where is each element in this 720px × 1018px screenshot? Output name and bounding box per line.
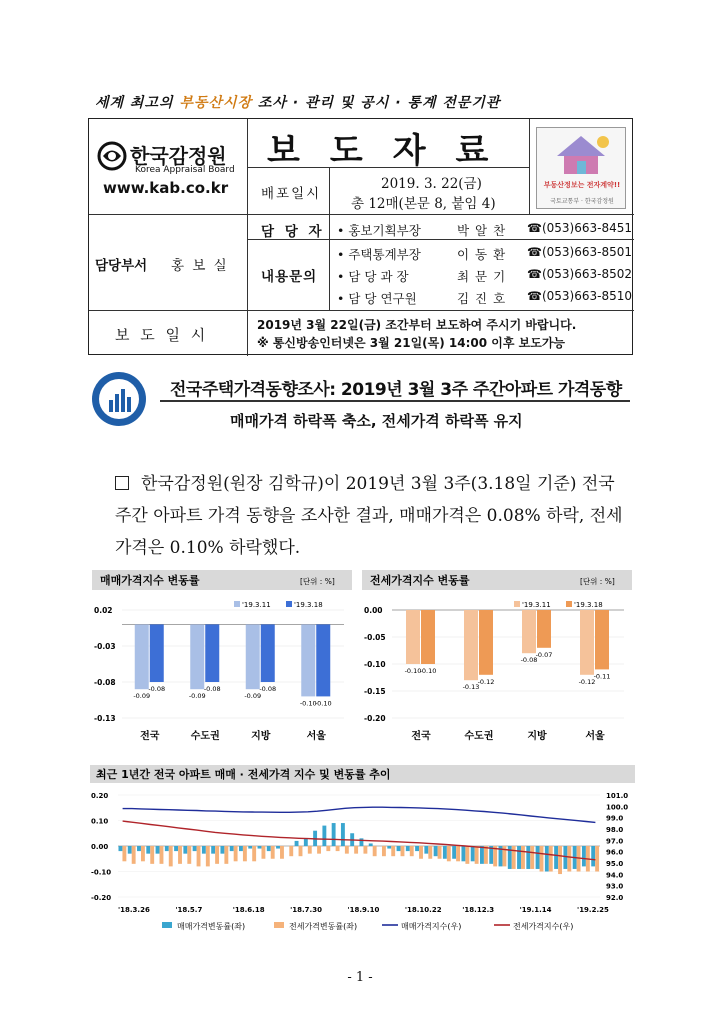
title-divider — [160, 400, 630, 402]
contact-label: 담 당 자 — [261, 224, 325, 240]
doc-type-title: 보도자료 — [267, 131, 519, 171]
y-right-tick-label: 100.0 — [606, 803, 629, 812]
sale-change-bar — [211, 846, 215, 854]
jeonse-change-bar — [215, 846, 219, 864]
jeonse-change-bar — [484, 846, 488, 864]
jeonse-change-bar — [363, 846, 367, 854]
bar — [406, 610, 420, 664]
y-right-tick-label: 93.0 — [606, 882, 624, 891]
contact-phone[interactable]: ☎(053)663-8502 — [527, 267, 632, 281]
bar — [316, 624, 330, 696]
bar-value-label: -0.08 — [259, 685, 277, 693]
bar — [479, 610, 493, 675]
jeonse-change-bar — [326, 846, 330, 851]
sale-change-bar — [156, 846, 160, 854]
jeonse-change-bar — [187, 846, 191, 864]
contact-phone[interactable]: ☎(053)663-8451 — [527, 221, 632, 235]
bar — [135, 624, 149, 689]
sale-change-bar — [582, 846, 586, 866]
tagline: 세계 최고의 부동산시장 조사 · 관리 및 공시 · 통계 전문기관 — [95, 95, 501, 111]
bar — [301, 624, 315, 696]
jeonse-change-bar — [512, 846, 516, 869]
jeonse-change-bar — [169, 846, 173, 866]
sale-change-bar — [545, 846, 549, 872]
jeonse-change-bar — [465, 846, 469, 864]
y-tick-label: 0.02 — [94, 606, 113, 615]
bar — [580, 610, 594, 675]
badge-text: 부동산정보는 전자계약!! — [543, 181, 621, 189]
x-tick-label: '18.6.18 — [232, 906, 265, 914]
jeonse-change-bar — [595, 846, 599, 872]
bar-value-label: -0.13 — [462, 683, 480, 692]
bar — [595, 610, 609, 669]
bar-value-label: -0.10 — [419, 667, 437, 675]
y-right-tick-label: 101.0 — [606, 792, 629, 800]
jeonse-change-bar — [354, 846, 358, 854]
jeonse-change-bar — [206, 846, 210, 866]
bar — [421, 610, 435, 664]
sale-change-bar — [119, 846, 123, 851]
sale-change-bar — [369, 843, 373, 846]
jeonse-change-bar — [299, 846, 303, 856]
contact-name: 박 알 찬 — [457, 223, 507, 238]
sale-change-bar — [146, 846, 150, 854]
sale-change-chart — [92, 570, 352, 745]
jeonse-change-bar — [447, 846, 451, 861]
sale-change-bar — [295, 841, 299, 846]
sale-change-bar — [387, 846, 391, 849]
y-right-tick-label: 99.0 — [606, 814, 624, 823]
inquiry-label: 내용문의 — [261, 269, 318, 285]
x-tick-label: '18.5.7 — [175, 906, 203, 914]
sale-change-bar — [397, 846, 401, 851]
page-title: 전국주택가격동향조사: 2019년 3월 3주 주간아파트 가격동향 — [170, 380, 622, 400]
jeonse-change-bar — [160, 846, 164, 864]
sale-change-bar — [517, 846, 521, 869]
jeonse-change-bar — [391, 846, 395, 856]
legend-label: 매매가격지수(우) — [401, 922, 462, 931]
sale-index-line — [123, 807, 596, 822]
bar — [246, 624, 260, 689]
jeonse-change-bar — [549, 846, 553, 872]
contact-role: • 주택통계부장 — [337, 247, 421, 262]
contact-role: • 담 당 과 장 — [337, 269, 409, 284]
y-right-tick-label: 95.0 — [606, 860, 624, 868]
contact-role: • 담 당 연구원 — [337, 291, 417, 306]
y-tick-label: -0.20 — [364, 714, 386, 723]
y-left-tick-label: -0.10 — [91, 868, 112, 877]
org-sub: Korea Appraisal Board — [135, 165, 235, 175]
jeonse-change-bar — [410, 846, 414, 856]
sale-change-bar — [258, 846, 262, 849]
legend-swatch — [286, 601, 292, 607]
contact-name: 최 문 기 — [457, 269, 507, 284]
jeonse-change-bar — [308, 846, 312, 854]
y-tick-label: -0.15 — [364, 687, 386, 696]
kab-emblem-icon — [97, 141, 127, 171]
jeonse-change-bar — [234, 846, 238, 861]
y-left-tick-label: 0.20 — [91, 792, 109, 800]
sale-change-bar — [304, 838, 308, 846]
jeonse-change-bar — [382, 846, 386, 856]
y-tick-label: -0.03 — [94, 642, 116, 651]
jeonse-change-bar — [289, 846, 293, 856]
sale-change-bar — [239, 846, 243, 851]
sale-change-bar — [332, 823, 336, 846]
y-tick-label: -0.08 — [94, 678, 116, 687]
sale-change-bar — [424, 846, 428, 854]
legend-label: 매매가격변동률(좌) — [177, 922, 246, 931]
sale-change-bar — [276, 846, 280, 849]
legend-label: '19.3.11 — [242, 601, 271, 609]
category-label: 수도권 — [464, 731, 494, 742]
sale-change-bar — [341, 823, 345, 846]
chart-title: 최근 1년간 전국 아파트 매매 · 전세가격 지수 및 변동률 추이 — [96, 768, 391, 781]
contact-role: • 홍보기획부장 — [337, 223, 421, 238]
jeonse-change-bar — [456, 846, 460, 861]
legend-label: '19.3.11 — [522, 601, 551, 609]
badge-foot: 국토교통부 · 한국감정원 — [550, 198, 614, 205]
jeonse-change-bar — [132, 846, 136, 864]
embargo-line2: ※ 통신방송인터넷은 3월 21일(목) 14:00 이후 보도가능 — [257, 336, 566, 350]
release-date: 2019. 3. 22(금) — [381, 176, 482, 192]
trend-chart — [90, 765, 635, 937]
y-tick-label: -0.05 — [364, 633, 386, 642]
legend-swatch — [514, 601, 520, 607]
category-label: 전국 — [140, 731, 160, 742]
sale-change-bar — [461, 846, 465, 861]
sale-change-bar — [202, 846, 206, 854]
x-tick-label: '19.2.25 — [577, 906, 609, 914]
contact-phone[interactable]: ☎(053)663-8501 — [527, 245, 632, 259]
x-tick-label: '19.1.14 — [519, 906, 552, 914]
legend-swatch — [234, 601, 240, 607]
contact-name: 이 동 환 — [457, 247, 507, 262]
sale-change-bar — [443, 846, 447, 859]
jeonse-change-bar — [141, 846, 145, 861]
sale-change-bar — [267, 846, 271, 851]
y-tick-label: -0.10 — [364, 660, 386, 669]
chart-title: 매매가격지수 변동률 — [100, 574, 200, 587]
x-tick-label: '18.3.26 — [118, 906, 150, 914]
bar-value-label: -0.07 — [535, 650, 553, 659]
jeonse-change-bar — [401, 846, 405, 856]
sale-change-bar — [230, 846, 234, 851]
bar — [537, 610, 551, 648]
category-label: 지방 — [251, 731, 271, 742]
y-tick-label: -0.13 — [94, 714, 116, 723]
sale-change-bar — [526, 846, 530, 869]
bar-value-label: -0.10 — [299, 699, 317, 708]
sale-change-bar — [434, 846, 438, 856]
bar-value-label: -0.09 — [133, 692, 151, 701]
x-tick-label: '18.9.10 — [347, 906, 380, 914]
page-subtitle: 매매가격 하락폭 축소, 전세가격 하락폭 유지 — [230, 412, 523, 430]
sale-change-bar — [183, 846, 187, 854]
sale-change-bar — [193, 846, 197, 851]
jeonse-change-bar — [530, 846, 534, 869]
body-paragraph: 한국감정원(원장 김학규)이 2019년 3월 3주(3.18일 기준) 전국 주간 아파트 가격 동향을 조사한 결과, 매매가격은 0.08% 하락, 전세가격은 0.10% 하락했다. — [115, 474, 623, 558]
jeonse-change-bar — [521, 846, 525, 869]
release-label: 배포일시 — [261, 186, 322, 202]
sale-change-bar — [536, 846, 540, 869]
jeonse-change-bar — [224, 846, 228, 864]
legend-swatch — [162, 922, 172, 928]
y-left-tick-label: 0.10 — [91, 817, 109, 826]
bar-value-label: -0.12 — [477, 677, 495, 686]
jeonse-change-bar — [540, 846, 544, 872]
sale-change-bar — [452, 846, 456, 859]
dept-label: 담당부서 — [95, 258, 148, 274]
sale-change-bar — [563, 846, 567, 869]
bar-value-label: -0.11 — [593, 672, 611, 681]
org-logo — [97, 141, 247, 175]
sale-change-bar — [554, 846, 558, 869]
y-right-tick-label: 98.0 — [606, 826, 624, 834]
legend-label: '19.3.18 — [574, 601, 603, 609]
jeonse-change-bar — [252, 846, 256, 861]
bar — [190, 624, 204, 689]
jeonse-change-bar — [336, 846, 340, 851]
bar — [205, 624, 219, 682]
sale-change-bar — [360, 838, 364, 846]
bar-value-label: -0.08 — [148, 685, 166, 693]
x-tick-label: '18.7.30 — [290, 906, 322, 914]
contact-name: 김 진 호 — [457, 291, 507, 306]
national-statistics-icon — [90, 370, 148, 428]
sale-change-bar — [591, 846, 595, 866]
jeonse-change-bar — [438, 846, 442, 859]
chart-unit: [단위 : %] — [300, 577, 335, 586]
sale-change-bar — [248, 846, 252, 849]
jeonse-change-bar — [428, 846, 432, 859]
embargo-label: 보 도 일 시 — [115, 326, 209, 344]
jeonse-change-bar — [150, 846, 154, 864]
y-right-tick-label: 92.0 — [606, 894, 624, 902]
sale-change-bar — [471, 846, 475, 861]
bar — [522, 610, 536, 653]
bar-value-label: -0.08 — [203, 685, 221, 693]
jeonse-change-chart — [362, 570, 632, 745]
category-label: 수도권 — [190, 731, 220, 742]
e-contract-badge — [536, 127, 626, 209]
jeonse-change-bar — [419, 846, 423, 859]
page-number: - 1 - — [347, 970, 373, 985]
bar-value-label: -0.10 — [404, 667, 422, 675]
jeonse-change-bar — [261, 846, 265, 859]
house-icon — [537, 128, 625, 178]
bar-value-label: -0.09 — [188, 692, 206, 701]
jeonse-change-bar — [373, 846, 377, 856]
sale-change-bar — [137, 846, 141, 851]
sale-change-bar — [480, 846, 484, 864]
jeonse-change-bar — [243, 846, 247, 861]
contact-phone[interactable]: ☎(053)663-8510 — [527, 289, 632, 303]
legend-label: '19.3.18 — [294, 601, 323, 609]
jeonse-change-bar — [178, 846, 182, 864]
legend-swatch — [566, 601, 572, 607]
sale-change-bar — [406, 846, 410, 851]
y-right-tick-label: 97.0 — [606, 837, 624, 846]
bar-value-label: -0.08 — [520, 656, 538, 665]
category-label: 서울 — [585, 731, 605, 742]
sale-change-bar — [220, 846, 224, 854]
legend-label: 전세가격변동률(좌) — [289, 922, 358, 931]
y-left-tick-label: 0.00 — [91, 843, 109, 851]
jeonse-change-bar — [122, 846, 126, 861]
jeonse-change-bar — [345, 846, 349, 854]
y-tick-label: 0.00 — [364, 606, 383, 615]
chart-title: 전세가격지수 변동률 — [370, 574, 470, 587]
chart-unit: [단위 : %] — [580, 577, 615, 586]
y-left-tick-label: -0.20 — [91, 894, 112, 902]
header-table — [88, 118, 633, 355]
org-name: 한국감정원 — [130, 144, 227, 168]
x-tick-label: '18.10.22 — [404, 906, 442, 914]
bar-value-label: -0.12 — [578, 677, 596, 686]
category-label: 서울 — [306, 731, 326, 742]
legend-swatch — [274, 922, 284, 928]
y-right-tick-label: 94.0 — [606, 871, 624, 880]
sale-change-bar — [415, 846, 419, 851]
sale-change-bar — [322, 826, 326, 846]
org-url[interactable]: www.kab.co.kr — [103, 179, 229, 197]
page-count: 총 12매(본문 8, 붙임 4) — [351, 196, 496, 212]
y-right-tick-label: 96.0 — [606, 848, 624, 857]
x-tick-label: '18.12.3 — [462, 906, 495, 914]
bar — [464, 610, 478, 680]
jeonse-change-bar — [271, 846, 275, 859]
sale-change-bar — [174, 846, 178, 851]
jeonse-change-bar — [558, 846, 562, 874]
bar — [261, 624, 275, 682]
sale-change-bar — [165, 846, 169, 851]
category-label: 전국 — [411, 731, 431, 742]
bar — [150, 624, 164, 682]
legend-label: 전세가격지수(우) — [513, 922, 574, 931]
jeonse-change-bar — [317, 846, 321, 854]
jeonse-change-bar — [280, 846, 284, 859]
bar-value-label: -0.09 — [244, 692, 262, 701]
bar-value-label: -0.10 — [314, 699, 332, 708]
sale-change-bar — [128, 846, 132, 854]
category-label: 지방 — [527, 731, 547, 742]
dept-value: 홍 보 실 — [171, 258, 229, 274]
embargo-line1: 2019년 3월 22일(금) 조간부터 보도하여 주시기 바랍니다. — [257, 318, 577, 332]
checkbox-bullet-icon — [115, 476, 129, 490]
jeonse-change-bar — [475, 846, 479, 864]
jeonse-change-bar — [567, 846, 571, 872]
jeonse-change-bar — [197, 846, 201, 866]
